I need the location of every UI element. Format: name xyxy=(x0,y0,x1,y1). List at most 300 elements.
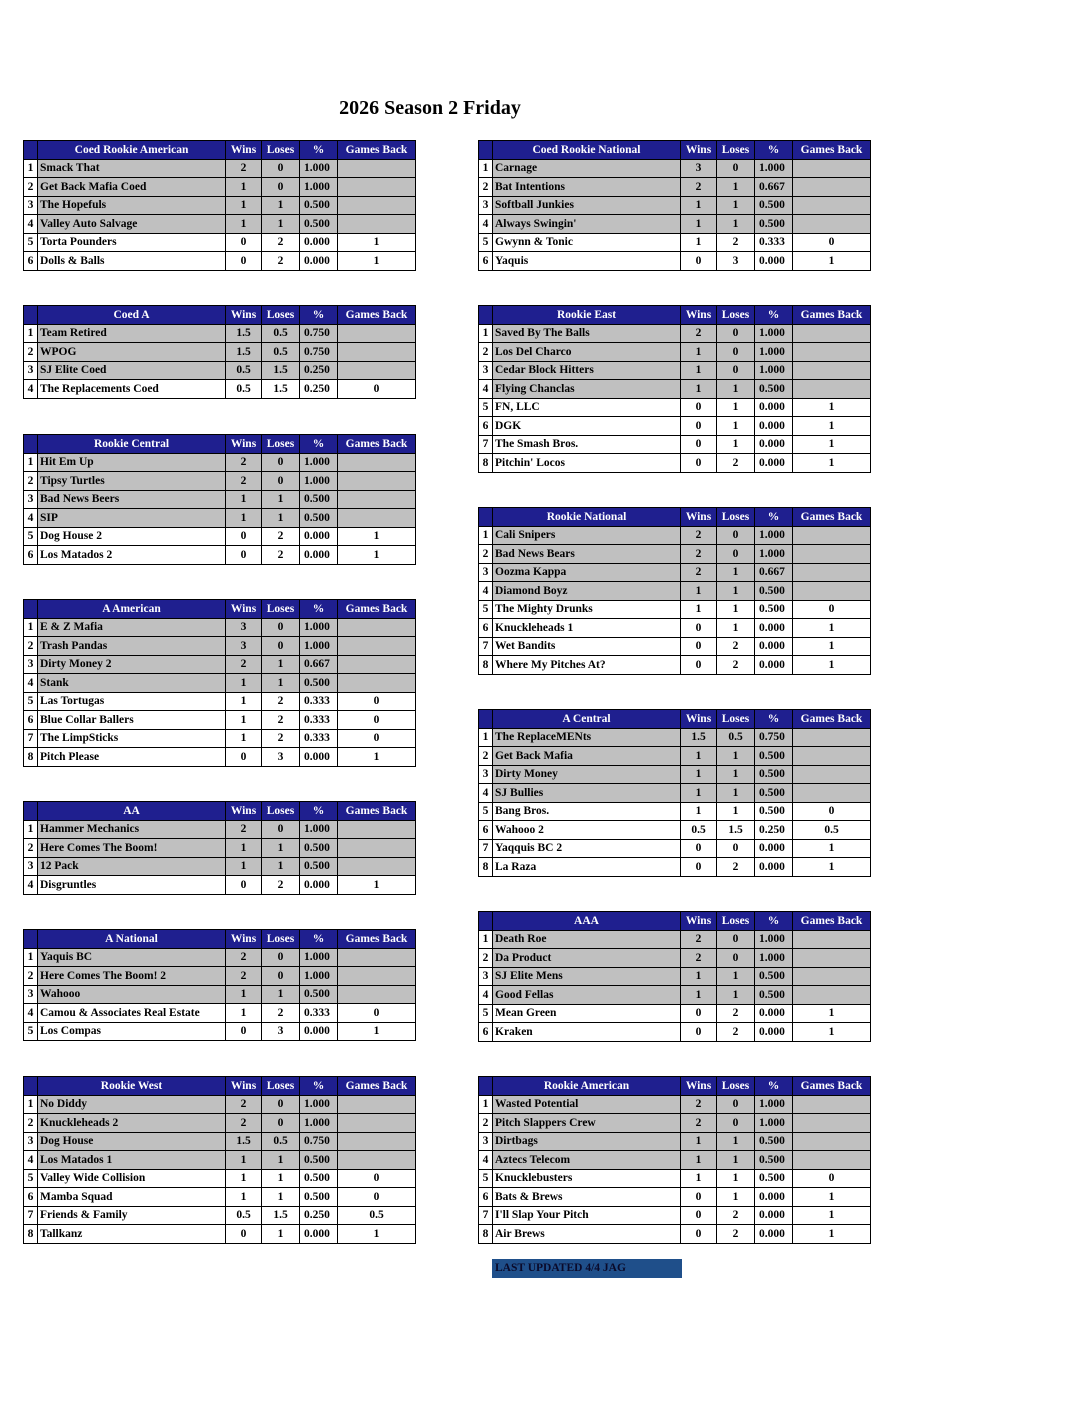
rank-cell: 2 xyxy=(479,949,493,968)
wins-cell: 2 xyxy=(681,178,717,197)
loses-cell: 0 xyxy=(262,637,300,656)
team-name: Flying Chanclas xyxy=(493,380,681,399)
rank-cell: 3 xyxy=(479,563,493,582)
games-back-header: Games Back xyxy=(793,508,871,527)
pct-cell: 0.500 xyxy=(755,765,793,784)
table-row xyxy=(479,986,871,1005)
rank-cell: 5 xyxy=(479,802,493,821)
team-name: E & Z Mafia xyxy=(38,618,226,637)
header-corner-cell xyxy=(479,141,493,160)
team-name: Dolls & Balls xyxy=(38,252,226,271)
loses-cell: 1.5 xyxy=(717,821,755,840)
wins-cell: 1.5 xyxy=(226,1132,262,1151)
rank-cell: 1 xyxy=(479,526,493,545)
wins-cell: 1 xyxy=(226,839,262,858)
loses-cell: 0 xyxy=(262,618,300,637)
table-row xyxy=(24,748,416,767)
header-corner-cell xyxy=(24,306,38,325)
wins-cell: 0.5 xyxy=(226,1206,262,1225)
games-back-cell: 1 xyxy=(793,1023,871,1042)
loses-cell: 1 xyxy=(262,490,300,509)
loses-cell: 3 xyxy=(262,748,300,767)
games-back-cell xyxy=(793,747,871,766)
pct-cell: 1.000 xyxy=(755,361,793,380)
team-name: Disgruntles xyxy=(38,876,226,895)
rank-cell: 2 xyxy=(24,637,38,656)
rank-cell: 2 xyxy=(479,343,493,362)
wins-cell: 1 xyxy=(226,215,262,234)
wins-cell: 0 xyxy=(681,417,717,436)
team-name: I'll Slap Your Pitch xyxy=(493,1206,681,1225)
loses-cell: 0 xyxy=(717,545,755,564)
loses-header: Loses xyxy=(262,306,300,325)
games-back-cell: 1 xyxy=(793,637,871,656)
rank-cell: 7 xyxy=(479,839,493,858)
header-corner-cell xyxy=(24,802,38,821)
rank-cell: 4 xyxy=(24,674,38,693)
wins-cell: 0 xyxy=(681,1206,717,1225)
division-header-row xyxy=(479,912,871,931)
wins-cell: 1 xyxy=(681,986,717,1005)
team-name: Tipsy Turtles xyxy=(38,472,226,491)
pct-header: % xyxy=(300,141,338,160)
pct-cell: 0.000 xyxy=(300,546,338,565)
games-back-header: Games Back xyxy=(793,306,871,325)
team-name: DGK xyxy=(493,417,681,436)
table-row xyxy=(24,159,416,178)
team-name: Los Compas xyxy=(38,1022,226,1041)
pct-cell: 1.000 xyxy=(300,472,338,491)
pct-cell: 0.500 xyxy=(300,674,338,693)
wins-header: Wins xyxy=(681,508,717,527)
pct-cell: 0.000 xyxy=(755,417,793,436)
games-back-cell xyxy=(338,618,416,637)
team-name: Blue Collar Ballers xyxy=(38,711,226,730)
loses-cell: 1 xyxy=(717,417,755,436)
division-header-row xyxy=(479,306,871,325)
loses-cell: 0 xyxy=(717,930,755,949)
games-back-cell: 1 xyxy=(793,398,871,417)
team-name: SIP xyxy=(38,509,226,528)
table-row xyxy=(24,618,416,637)
rank-cell: 4 xyxy=(479,380,493,399)
table-row xyxy=(479,233,871,252)
standings-table-rookie-central xyxy=(23,434,416,565)
rank-cell: 1 xyxy=(479,1095,493,1114)
team-name: Hit Em Up xyxy=(38,453,226,472)
pct-cell: 0.500 xyxy=(755,380,793,399)
wins-cell: 0 xyxy=(681,398,717,417)
rank-cell: 2 xyxy=(479,1114,493,1133)
table-row xyxy=(24,361,416,380)
wins-cell: 2 xyxy=(681,545,717,564)
pct-cell: 0.500 xyxy=(755,802,793,821)
loses-header: Loses xyxy=(262,1077,300,1096)
standings-table-a-national xyxy=(23,929,416,1041)
loses-cell: 1 xyxy=(262,1188,300,1207)
wins-cell: 0 xyxy=(681,637,717,656)
rank-cell: 5 xyxy=(479,233,493,252)
page-title: 2026 Season 2 Friday xyxy=(339,97,521,119)
games-back-cell xyxy=(338,985,416,1004)
loses-cell: 2 xyxy=(262,546,300,565)
wins-cell: 0 xyxy=(226,876,262,895)
pct-cell: 1.000 xyxy=(300,159,338,178)
loses-cell: 1 xyxy=(717,563,755,582)
games-back-cell: 1 xyxy=(793,1206,871,1225)
rank-cell: 3 xyxy=(479,967,493,986)
team-name: SJ Elite Coed xyxy=(38,361,226,380)
pct-header: % xyxy=(300,435,338,454)
games-back-cell xyxy=(338,343,416,362)
loses-cell: 0 xyxy=(262,1095,300,1114)
games-back-cell xyxy=(338,637,416,656)
rank-cell: 6 xyxy=(24,546,38,565)
pct-cell: 0.667 xyxy=(755,178,793,197)
pct-cell: 0.333 xyxy=(755,233,793,252)
games-back-cell xyxy=(793,1114,871,1133)
pct-cell: 0.000 xyxy=(755,398,793,417)
games-back-cell xyxy=(338,453,416,472)
rank-cell: 6 xyxy=(479,417,493,436)
loses-cell: 0 xyxy=(717,1114,755,1133)
standings-table-rookie-american xyxy=(478,1076,871,1244)
team-name: Gwynn & Tonic xyxy=(493,233,681,252)
team-name: La Raza xyxy=(493,858,681,877)
standings-table-rookie-national xyxy=(478,507,871,675)
pct-cell: 0.500 xyxy=(300,1151,338,1170)
rank-cell: 5 xyxy=(479,1004,493,1023)
rank-cell: 2 xyxy=(24,472,38,491)
division-header-row xyxy=(24,802,416,821)
loses-cell: 2 xyxy=(717,656,755,675)
table-row xyxy=(24,967,416,986)
rank-cell: 6 xyxy=(479,1023,493,1042)
loses-cell: 1 xyxy=(717,967,755,986)
table-row xyxy=(24,472,416,491)
rank-cell: 8 xyxy=(479,656,493,675)
wins-cell: 1.5 xyxy=(681,728,717,747)
wins-cell: 2 xyxy=(226,820,262,839)
pct-cell: 0.500 xyxy=(755,582,793,601)
team-name: Here Comes The Boom! 2 xyxy=(38,967,226,986)
rank-cell: 5 xyxy=(479,600,493,619)
rank-cell: 8 xyxy=(479,454,493,473)
loses-cell: 0 xyxy=(717,1095,755,1114)
table-row xyxy=(24,527,416,546)
loses-cell: 0 xyxy=(262,948,300,967)
rank-cell: 1 xyxy=(479,324,493,343)
games-back-cell xyxy=(338,655,416,674)
wins-cell: 3 xyxy=(226,618,262,637)
table-row xyxy=(479,324,871,343)
wins-cell: 0 xyxy=(226,546,262,565)
wins-cell: 0 xyxy=(681,858,717,877)
table-row xyxy=(24,196,416,215)
loses-header: Loses xyxy=(262,802,300,821)
table-row xyxy=(479,747,871,766)
loses-cell: 2 xyxy=(717,1206,755,1225)
loses-cell: 0 xyxy=(717,526,755,545)
loses-cell: 0.5 xyxy=(262,343,300,362)
standings-table-aa xyxy=(23,801,416,895)
rank-cell: 2 xyxy=(24,967,38,986)
table-row xyxy=(479,821,871,840)
team-name: Saved By The Balls xyxy=(493,324,681,343)
wins-header: Wins xyxy=(226,930,262,949)
division-name: Coed Rookie National xyxy=(493,141,681,160)
team-name: Dog House xyxy=(38,1132,226,1151)
pct-cell: 0.500 xyxy=(755,600,793,619)
pct-cell: 1.000 xyxy=(300,967,338,986)
loses-cell: 2 xyxy=(717,1004,755,1023)
team-name: Cali Snipers xyxy=(493,526,681,545)
rank-cell: 1 xyxy=(24,1095,38,1114)
table-row xyxy=(24,215,416,234)
division-name: Rookie East xyxy=(493,306,681,325)
loses-cell: 2 xyxy=(717,1023,755,1042)
pct-cell: 0.000 xyxy=(755,435,793,454)
team-name: Mean Green xyxy=(493,1004,681,1023)
loses-cell: 3 xyxy=(262,1022,300,1041)
loses-cell: 1 xyxy=(262,509,300,528)
loses-cell: 0 xyxy=(717,343,755,362)
table-row xyxy=(479,802,871,821)
pct-header: % xyxy=(300,306,338,325)
games-back-cell: 0 xyxy=(338,1188,416,1207)
loses-cell: 1 xyxy=(717,1151,755,1170)
team-name: Good Fellas xyxy=(493,986,681,1005)
pct-cell: 0.000 xyxy=(300,233,338,252)
team-name: Where My Pitches At? xyxy=(493,656,681,675)
pct-cell: 1.000 xyxy=(755,343,793,362)
loses-cell: 0 xyxy=(262,472,300,491)
team-name: WPOG xyxy=(38,343,226,362)
team-name: Get Back Mafia xyxy=(493,747,681,766)
team-name: The LimpSticks xyxy=(38,729,226,748)
loses-cell: 1 xyxy=(717,1132,755,1151)
games-back-cell: 0 xyxy=(338,380,416,399)
loses-header: Loses xyxy=(717,912,755,931)
wins-cell: 1 xyxy=(681,747,717,766)
table-row xyxy=(479,417,871,436)
pct-cell: 0.500 xyxy=(755,784,793,803)
games-back-cell xyxy=(793,196,871,215)
team-name: Hammer Mechanics xyxy=(38,820,226,839)
table-row xyxy=(479,215,871,234)
rank-cell: 4 xyxy=(24,215,38,234)
rank-cell: 5 xyxy=(24,527,38,546)
table-row xyxy=(24,509,416,528)
wins-cell: 2 xyxy=(681,1114,717,1133)
loses-cell: 0 xyxy=(717,949,755,968)
team-name: Wet Bandits xyxy=(493,637,681,656)
loses-cell: 2 xyxy=(262,233,300,252)
games-back-cell xyxy=(793,361,871,380)
wins-cell: 1 xyxy=(681,967,717,986)
table-row xyxy=(24,178,416,197)
rank-cell: 5 xyxy=(24,692,38,711)
last-updated-banner: LAST UPDATED 4/4 JAG xyxy=(492,1259,682,1278)
loses-cell: 2 xyxy=(262,252,300,271)
team-name: Team Retired xyxy=(38,324,226,343)
pct-header: % xyxy=(755,508,793,527)
loses-cell: 1 xyxy=(717,802,755,821)
pct-cell: 0.000 xyxy=(300,1022,338,1041)
loses-cell: 1 xyxy=(717,380,755,399)
games-back-cell xyxy=(793,1132,871,1151)
table-row xyxy=(479,765,871,784)
loses-header: Loses xyxy=(717,141,755,160)
loses-header: Loses xyxy=(717,1077,755,1096)
games-back-cell: 1 xyxy=(793,252,871,271)
loses-cell: 1 xyxy=(717,784,755,803)
games-back-header: Games Back xyxy=(338,435,416,454)
pct-header: % xyxy=(300,1077,338,1096)
table-row xyxy=(24,343,416,362)
wins-cell: 1 xyxy=(681,1169,717,1188)
team-name: Pitchin' Locos xyxy=(493,454,681,473)
pct-header: % xyxy=(300,802,338,821)
table-row xyxy=(479,656,871,675)
games-back-cell xyxy=(793,159,871,178)
rank-cell: 5 xyxy=(24,1022,38,1041)
division-header-row xyxy=(24,930,416,949)
pct-cell: 1.000 xyxy=(300,618,338,637)
table-row xyxy=(479,949,871,968)
pct-cell: 0.750 xyxy=(300,343,338,362)
wins-cell: 0 xyxy=(681,454,717,473)
wins-cell: 2 xyxy=(681,324,717,343)
loses-cell: 1 xyxy=(262,215,300,234)
pct-cell: 0.500 xyxy=(300,490,338,509)
wins-cell: 1 xyxy=(226,711,262,730)
games-back-cell: 1 xyxy=(338,876,416,895)
games-back-cell xyxy=(338,490,416,509)
team-name: Bats & Brews xyxy=(493,1188,681,1207)
pct-cell: 0.500 xyxy=(300,196,338,215)
pct-cell: 0.250 xyxy=(300,361,338,380)
table-row xyxy=(479,728,871,747)
pct-cell: 0.500 xyxy=(755,1151,793,1170)
wins-cell: 1 xyxy=(226,1188,262,1207)
games-back-cell: 0 xyxy=(793,600,871,619)
games-back-cell: 1 xyxy=(793,1004,871,1023)
team-name: Always Swingin' xyxy=(493,215,681,234)
pct-cell: 1.000 xyxy=(300,948,338,967)
table-row xyxy=(24,711,416,730)
pct-cell: 1.000 xyxy=(300,637,338,656)
pct-cell: 0.000 xyxy=(755,858,793,877)
pct-cell: 0.000 xyxy=(755,1225,793,1244)
loses-cell: 1 xyxy=(717,582,755,601)
team-name: Trash Pandas xyxy=(38,637,226,656)
team-name: Here Comes The Boom! xyxy=(38,839,226,858)
header-corner-cell xyxy=(24,141,38,160)
table-row xyxy=(479,1225,871,1244)
division-header-row xyxy=(479,1077,871,1096)
games-back-cell: 1 xyxy=(793,1225,871,1244)
pct-cell: 1.000 xyxy=(755,1095,793,1114)
rank-cell: 4 xyxy=(479,1151,493,1170)
table-row xyxy=(479,343,871,362)
table-row xyxy=(479,1004,871,1023)
wins-cell: 1 xyxy=(681,1132,717,1151)
table-row xyxy=(479,1188,871,1207)
games-back-cell xyxy=(338,839,416,858)
loses-cell: 2 xyxy=(717,454,755,473)
wins-header: Wins xyxy=(681,141,717,160)
games-back-cell xyxy=(338,1151,416,1170)
loses-cell: 0.5 xyxy=(262,1132,300,1151)
wins-cell: 3 xyxy=(681,159,717,178)
pct-cell: 0.500 xyxy=(300,857,338,876)
pct-cell: 0.000 xyxy=(755,454,793,473)
wins-cell: 2 xyxy=(226,159,262,178)
table-row xyxy=(24,655,416,674)
pct-cell: 0.250 xyxy=(300,380,338,399)
games-back-cell: 1 xyxy=(793,839,871,858)
rank-cell: 4 xyxy=(479,582,493,601)
rank-cell: 5 xyxy=(24,1169,38,1188)
wins-cell: 1 xyxy=(681,343,717,362)
table-row xyxy=(479,196,871,215)
wins-cell: 1 xyxy=(226,509,262,528)
rank-cell: 3 xyxy=(479,196,493,215)
wins-header: Wins xyxy=(226,600,262,619)
games-back-cell: 1 xyxy=(338,1022,416,1041)
wins-cell: 2 xyxy=(681,930,717,949)
team-name: Dog House 2 xyxy=(38,527,226,546)
pct-cell: 0.500 xyxy=(300,1188,338,1207)
loses-header: Loses xyxy=(262,930,300,949)
wins-cell: 1 xyxy=(681,582,717,601)
loses-cell: 2 xyxy=(717,637,755,656)
table-row xyxy=(24,729,416,748)
rank-cell: 2 xyxy=(479,545,493,564)
team-name: Valley Auto Salvage xyxy=(38,215,226,234)
table-row xyxy=(24,876,416,895)
pct-cell: 0.500 xyxy=(755,747,793,766)
games-back-cell: 1 xyxy=(793,435,871,454)
rank-cell: 6 xyxy=(24,1188,38,1207)
team-name: Knuckleheads 1 xyxy=(493,619,681,638)
rank-cell: 4 xyxy=(24,380,38,399)
division-name: A American xyxy=(38,600,226,619)
games-back-cell: 1 xyxy=(338,1225,416,1244)
rank-cell: 3 xyxy=(479,361,493,380)
wins-cell: 1 xyxy=(681,233,717,252)
wins-cell: 1 xyxy=(226,729,262,748)
table-row xyxy=(479,582,871,601)
loses-cell: 2 xyxy=(262,876,300,895)
pct-cell: 0.000 xyxy=(755,1004,793,1023)
table-row xyxy=(24,1004,416,1023)
team-name: Dirtbags xyxy=(493,1132,681,1151)
games-back-cell: 1 xyxy=(338,527,416,546)
games-back-cell: 0 xyxy=(793,233,871,252)
table-row xyxy=(24,380,416,399)
pct-cell: 0.000 xyxy=(300,876,338,895)
header-corner-cell xyxy=(479,508,493,527)
header-corner-cell xyxy=(24,930,38,949)
loses-cell: 1 xyxy=(717,435,755,454)
games-back-cell xyxy=(793,563,871,582)
pct-cell: 1.000 xyxy=(755,526,793,545)
rank-cell: 5 xyxy=(24,233,38,252)
rank-cell: 1 xyxy=(479,930,493,949)
loses-cell: 1 xyxy=(717,398,755,417)
